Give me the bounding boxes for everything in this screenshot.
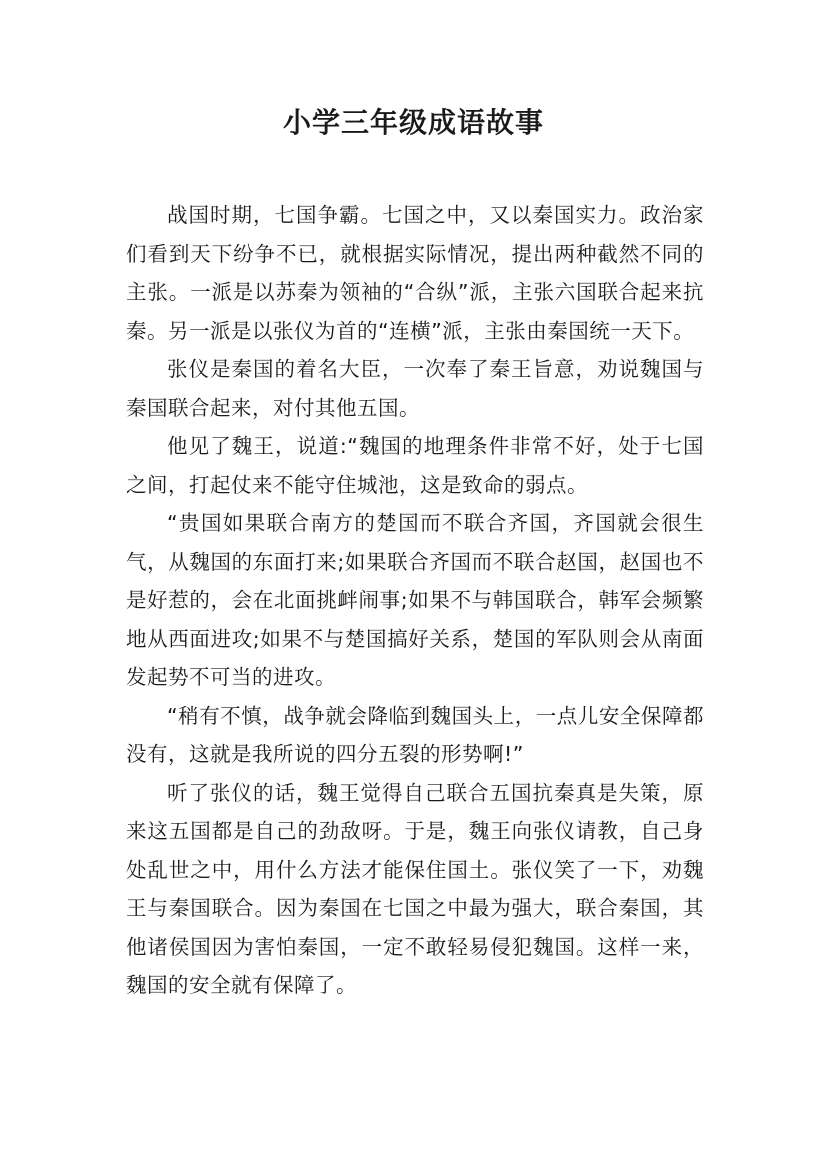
paragraph: 他见了魏王，说道:“魏国的地理条件非常不好，处于七国之间，打起仗来不能守住城池，这是致命的弱点。 (126, 434, 704, 497)
document-title: 小学三年级成语故事 (282, 106, 544, 139)
paragraph: 听了张仪的话，魏王觉得自己联合五国抗秦真是失策，原来这五国都是自己的劲敌呀。于是，魏王向张仪请教，自己身处乱世之中，用什么方法才能保住国土。张仪笑了一下，劝魏王与秦国联合。因为秦国在七国之中最为强大，联合秦国，其他诸侯国因为害怕秦国，一定不敢轻易侵犯魏国。这样一来，魏国的安全就有保障了。 (126, 780, 704, 997)
paragraph: “贵国如果联合南方的楚国而不联合齐国，齐国就会很生气，从魏国的东面打来;如果联合齐国而不联合赵国，赵国也不是好惹的，会在北面挑衅闹事;如果不与韩国联合，韩军会频繁地从西面进攻;如果不与楚国搞好关系，楚国的军队则会从南面发起势不可当的进攻。 (126, 511, 704, 689)
paragraph: 张仪是秦国的着名大臣，一次奉了秦王旨意，劝说魏国与秦国联合起来，对付其他五国。 (126, 357, 704, 420)
document-body (126, 196, 704, 1005)
paragraph: “稍有不慎，战争就会降临到魏国头上，一点儿安全保障都没有，这就是我所说的四分五裂的形势啊!” (126, 703, 704, 766)
paragraph: 战国时期，七国争霸。七国之中，又以秦国实力。政治家们看到天下纷争不已，就根据实际情况，提出两种截然不同的主张。一派是以苏秦为领袖的“合纵”派，主张六国联合起来抗秦。另一派是以张仪为首的“连横”派，主张由秦国统一天下。 (126, 203, 704, 343)
